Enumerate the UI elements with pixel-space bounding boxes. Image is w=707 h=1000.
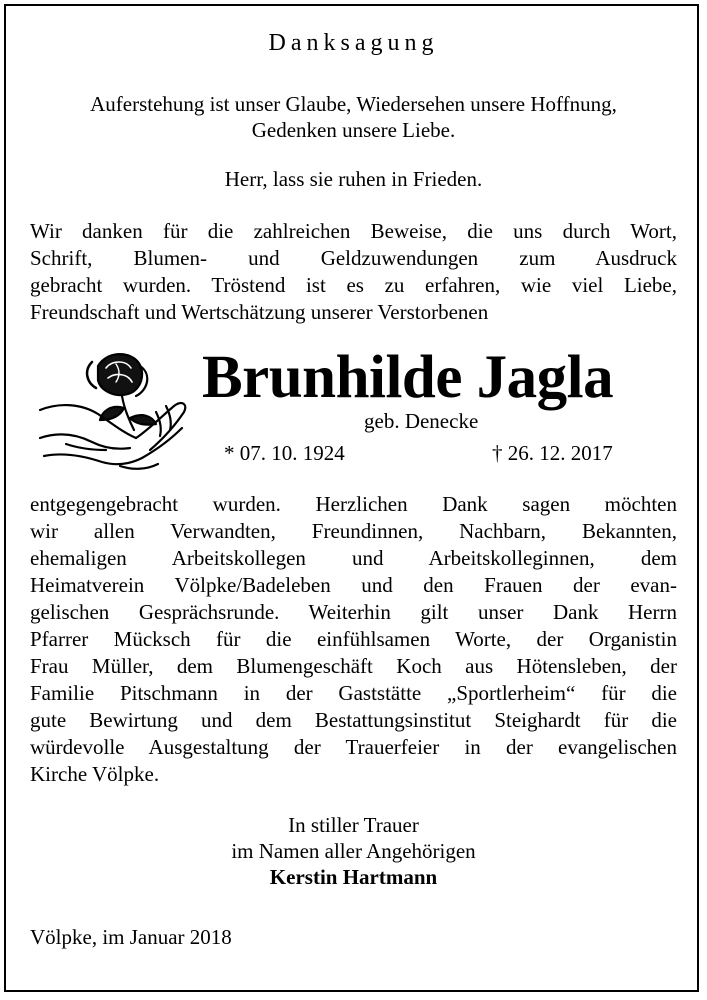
paragraph-2-line: würdevolle Ausgestaltung der Trauerfeier in der evangelischen: [30, 735, 677, 759]
signer-name: Kerstin Hartmann: [269, 865, 438, 889]
birth-name: geb. Denecke: [364, 409, 479, 433]
death-date: † 26. 12. 2017: [492, 441, 613, 465]
paragraph-1-line: Schrift, Blumen- und Geldzuwendungen zum Ausdruck: [30, 246, 677, 270]
deceased-name: Brunhilde Jagla: [202, 344, 614, 411]
paragraph-1-line: Wir danken für die zahlreichen Beweise, die uns durch Wort,: [30, 219, 677, 243]
quote-line-1: Auferstehung ist unser Glaube, Wiedersehen unsere Hoffnung,: [90, 92, 617, 116]
closing-line-1: In stiller Trauer: [288, 813, 419, 837]
quote-line-2: Gedenken unsere Liebe.: [251, 118, 456, 142]
birth-date: * 07. 10. 1924: [224, 441, 345, 465]
paragraph-2-line: gute Bewirtung und dem Bestattungsinstitut Steighardt für die: [30, 708, 677, 732]
paragraph-1-line: Freundschaft und Wertschätzung unserer Verstorbenen: [30, 300, 489, 324]
paragraph-2-line: entgegengebracht wurden. Herzlichen Dank sagen möchten: [30, 492, 677, 516]
paragraph-1-line: gebracht wurden. Tröstend ist es zu erfahren, wie viel Liebe,: [30, 273, 677, 297]
notice-heading: Danksagung: [268, 30, 439, 56]
paragraph-2-line: Frau Müller, dem Blumengeschäft Koch aus Hötensleben, der: [30, 654, 677, 678]
prayer-line: Herr, lass sie ruhen in Frieden.: [224, 167, 483, 191]
paragraph-2-line: wir allen Verwandten, Freundinnen, Nachbarn, Bekannten,: [30, 519, 677, 543]
paragraph-2-line: Heimatverein Völpke/Badeleben und den Frauen der evan-: [30, 573, 677, 597]
paragraph-2-line: ehemaligen Arbeitskollegen und Arbeitskolleginnen, dem: [30, 546, 677, 570]
place-and-date: Völpke, im Januar 2018: [30, 925, 232, 949]
paragraph-2-line: gelischen Gesprächsrunde. Weiterhin gilt unser Dank Herrn: [30, 600, 677, 624]
paragraph-2-line: Kirche Völpke.: [30, 762, 160, 786]
paragraph-2-line: Familie Pitschmann in der Gaststätte „Sportlerheim“ für die: [30, 681, 677, 705]
rose-in-hands-icon: [36, 346, 192, 476]
paragraph-2-line: Pfarrer Mücksch für die einfühlsamen Worte, der Organistin: [30, 627, 677, 651]
closing-line-2: im Namen aller Angehörigen: [231, 839, 476, 863]
